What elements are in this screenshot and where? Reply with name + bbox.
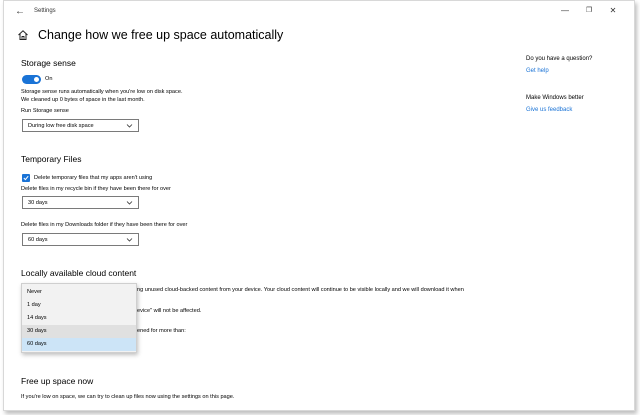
- toggle-state-label: On: [45, 76, 53, 82]
- recycle-bin-value: 30 days: [28, 200, 48, 206]
- storage-sense-description-2: We cleaned up 0 bytes of space in the last month.: [21, 97, 145, 103]
- window-title: Settings: [34, 8, 56, 14]
- run-storage-sense-select[interactable]: [22, 119, 139, 132]
- storage-sense-toggle[interactable]: [22, 75, 41, 84]
- recycle-bin-select[interactable]: [22, 196, 139, 209]
- title-bar: [4, 1, 634, 25]
- dropdown-option-60-days[interactable]: 60 days: [22, 338, 136, 351]
- give-feedback-link[interactable]: Give us feedback: [526, 107, 573, 113]
- cloud-content-heading: Locally available cloud content: [21, 268, 137, 278]
- free-up-space-description: If you're low on space, we can try to clean up files now using the settings on this page.: [21, 394, 235, 400]
- get-help-link[interactable]: Get help: [526, 68, 549, 74]
- chevron-down-icon: [126, 122, 133, 129]
- maximize-button[interactable]: ❐: [585, 7, 593, 14]
- dropdown-option-30-days[interactable]: 30 days: [22, 325, 136, 338]
- storage-sense-heading: Storage sense: [21, 58, 76, 68]
- dropdown-option-14-days[interactable]: 14 days: [27, 315, 47, 321]
- page-title: Change how we free up space automatically: [38, 28, 284, 42]
- cloud-content-text-1: ng unused cloud-backed content from your device. Your cloud content will continue to be visible locally and we will download it when: [137, 287, 464, 293]
- recycle-bin-label: Delete files in my recycle bin if they have been there for over: [21, 186, 171, 192]
- dropdown-option-never[interactable]: Never: [27, 289, 42, 295]
- storage-sense-description-1: Storage sense runs automatically when you're low on disk space.: [21, 89, 183, 95]
- minimize-button[interactable]: —: [561, 6, 569, 15]
- temporary-files-heading: Temporary Files: [21, 154, 82, 164]
- close-button[interactable]: ✕: [609, 6, 617, 15]
- check-icon: [23, 175, 29, 181]
- settings-window: [3, 0, 635, 411]
- toggle-knob: [34, 77, 39, 82]
- question-heading: Do you have a question?: [526, 56, 593, 62]
- downloads-label: Delete files in my Downloads folder if they have been there for over: [21, 222, 188, 228]
- run-storage-sense-value: During low free disk space: [28, 123, 94, 129]
- delete-temp-files-checkbox[interactable]: [22, 174, 30, 182]
- chevron-down-icon: [126, 199, 133, 206]
- chevron-down-icon: [126, 236, 133, 243]
- cloud-content-text-3: ened for more than:: [137, 328, 186, 334]
- dropdown-option-1-day[interactable]: 1 day: [27, 302, 41, 308]
- days-dropdown-list: [21, 283, 137, 353]
- downloads-select[interactable]: [22, 233, 139, 246]
- delete-temp-files-label: Delete temporary files that my apps aren't using: [34, 175, 153, 181]
- cloud-content-text-2: evice" will not be affected.: [137, 308, 202, 314]
- downloads-value: 60 days: [28, 237, 48, 243]
- free-up-space-heading: Free up space now: [21, 376, 94, 386]
- home-icon[interactable]: [17, 29, 29, 41]
- make-windows-better-heading: Make Windows better: [526, 95, 584, 101]
- run-storage-sense-label: Run Storage sense: [21, 108, 69, 114]
- back-arrow-icon[interactable]: ←: [15, 6, 25, 17]
